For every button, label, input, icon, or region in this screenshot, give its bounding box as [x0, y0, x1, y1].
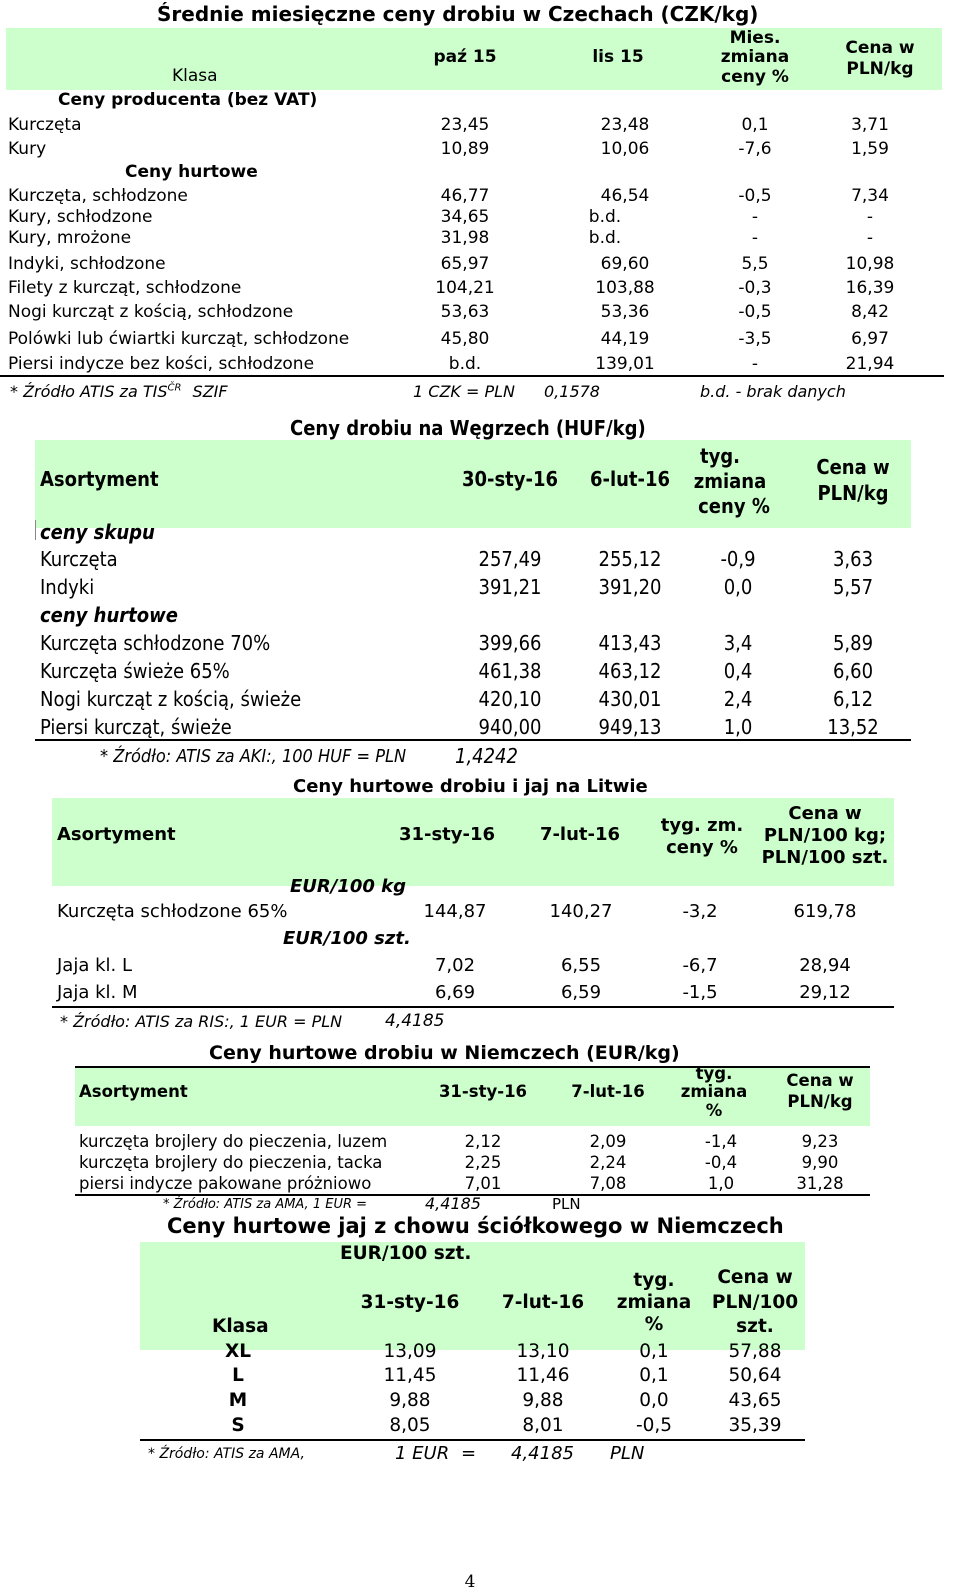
cell: b.d.: [448, 354, 482, 374]
cell: 255,12: [598, 547, 662, 571]
cell: 6,60: [832, 659, 874, 683]
germany-eggs-header-col4-l2: PLN/100: [711, 1292, 799, 1313]
hungary-header-col4-l1: Cena w: [816, 455, 890, 479]
cell: 65,97: [440, 254, 490, 274]
cell: 6,55: [560, 955, 602, 976]
cell: 0,0: [639, 1390, 669, 1411]
table-row: [0, 631, 952, 659]
row-label: S: [231, 1415, 245, 1436]
hungary-header-col2: 6-lut-16: [589, 467, 671, 491]
germany-eggs-header-col3-l2: zmiana: [616, 1292, 692, 1313]
table-row: [0, 115, 944, 137]
cell: 53,63: [440, 302, 490, 322]
cell: 28,94: [799, 955, 851, 976]
row-label: Indyki: [40, 575, 95, 599]
czech-footnote-rate-value: 0,1578: [544, 382, 600, 401]
cell: 50,64: [728, 1365, 782, 1386]
cell: 0,1: [741, 115, 769, 135]
lithuania-header-col3-l1: tyg. zm.: [660, 815, 744, 836]
germany-eggs-footnote-eq: =: [461, 1443, 477, 1464]
cell: 1,0: [707, 1174, 735, 1193]
cell: 69,60: [600, 254, 650, 274]
hungary-header-col4-l2: PLN/kg: [817, 481, 889, 505]
table-row: [0, 547, 952, 575]
hungary-table: [0, 410, 952, 770]
lithuania-header-col4-l2: PLN/100 kg;: [763, 825, 887, 846]
cell: 6,12: [832, 687, 874, 711]
germany-eggs-bottom-rule: [140, 1439, 805, 1441]
table-row: [0, 1132, 952, 1154]
cell: 463,12: [598, 659, 662, 683]
row-label: Jaja kl. M: [57, 982, 138, 1003]
row-label: Piersi kurcząt, świeże: [40, 715, 232, 739]
germany-eggs-header-col2: 7-lut-16: [501, 1292, 585, 1313]
cell: 13,52: [827, 715, 879, 739]
hungary-header-col3-l2: zmiana: [693, 469, 767, 493]
row-label: Kurczęta: [40, 547, 118, 571]
cell: -1,5: [682, 982, 718, 1003]
row-label: Nogi kurcząt z kością, świeże: [40, 687, 302, 711]
row-label: XL: [224, 1341, 252, 1362]
cell: 3,71: [851, 115, 889, 135]
cell: 391,21: [478, 575, 542, 599]
cell: 10,98: [845, 254, 895, 274]
row-label: Kurczęta schłodzone 65%: [57, 901, 288, 922]
germany-eggs-header-col4-l1: Cena w: [717, 1267, 793, 1288]
czech-header-col4-l2: PLN/kg: [846, 59, 914, 79]
cell: 10,89: [440, 139, 490, 159]
cell: 940,00: [478, 715, 542, 739]
row-label: Kury, mrożone: [8, 228, 132, 248]
hungary-group-skupu: ceny skupu: [40, 520, 155, 544]
table-row: [0, 687, 952, 715]
cell: 29,12: [799, 982, 851, 1003]
germany-poultry-header-col3-l1: tyg.: [695, 1064, 733, 1083]
cell: 2,4: [723, 687, 753, 711]
germany-poultry-table: [0, 1040, 952, 1213]
row-label: Kurczęta, schłodzone: [8, 186, 188, 206]
hungary-left-mark: [35, 520, 36, 540]
table-row: [0, 254, 944, 276]
germany-poultry-header-col4-l1: Cena w: [786, 1071, 854, 1090]
germany-eggs-header-col1: 31-sty-16: [360, 1292, 460, 1313]
hungary-header-col3-l3: ceny %: [698, 494, 770, 518]
hungary-group-hurtowe: ceny hurtowe: [40, 603, 178, 627]
cell: -3,2: [682, 901, 718, 922]
hungary-header-col3-l1: tyg.: [699, 444, 741, 468]
czech-header-klasa: Klasa: [172, 66, 218, 86]
czech-footnote-szif: SZIF: [192, 382, 228, 401]
table-row: [0, 329, 944, 351]
czech-footnote-src: * Źródło ATIS za TIS: [10, 382, 168, 401]
cell: -: [866, 228, 874, 248]
cell: -7,6: [738, 139, 772, 159]
cell: 1,0: [723, 715, 753, 739]
cell: 43,65: [728, 1390, 782, 1411]
lithuania-header-col1: 31-sty-16: [398, 824, 496, 845]
cell: 46,77: [440, 186, 490, 206]
cell: 2,24: [589, 1153, 627, 1172]
czech-table: [0, 0, 952, 410]
czech-header-col1: paź 15: [433, 47, 497, 67]
row-label: kurczęta brojlery do pieczenia, tacka: [79, 1153, 383, 1172]
lithuania-table: [0, 770, 952, 1040]
lithuania-title: Ceny hurtowe drobiu i jaj na Litwie: [293, 776, 648, 797]
germany-poultry-header-col2: 7-lut-16: [571, 1082, 645, 1101]
cell: 140,27: [549, 901, 613, 922]
row-label: L: [232, 1365, 244, 1386]
row-label: Kurczęta schłodzone 70%: [40, 631, 271, 655]
cell: 7,34: [851, 186, 889, 206]
hungary-header-col1: 30-sty-16: [461, 467, 559, 491]
cell: 8,01: [522, 1415, 564, 1436]
germany-eggs-header-col3-l3: %: [644, 1314, 664, 1335]
table-row: [0, 139, 944, 161]
cell: -0,5: [738, 302, 772, 322]
cell: 7,02: [434, 955, 476, 976]
cell: 46,54: [600, 186, 650, 206]
lithuania-footnote: * Źródło: ATIS za RIS:, 1 EUR = PLN: [60, 1012, 343, 1031]
row-label: kurczęta brojlery do pieczenia, luzem: [79, 1132, 388, 1151]
germany-eggs-footnote: * Źródło: ATIS za AMA,: [148, 1446, 305, 1462]
czech-header-col3-l2: zmiana: [720, 47, 790, 67]
cell: 7,08: [589, 1174, 627, 1193]
lithuania-bottom-rule: [52, 1006, 894, 1008]
cell: 3,4: [723, 631, 753, 655]
cell: -0,5: [635, 1415, 673, 1436]
lithuania-header-col3-l2: ceny %: [666, 837, 738, 858]
cell: 9,88: [522, 1390, 564, 1411]
lithuania-header-asortyment: Asortyment: [57, 824, 176, 845]
cell: 13,09: [383, 1341, 437, 1362]
cell: 6,59: [560, 982, 602, 1003]
cell: -0,5: [738, 186, 772, 206]
cell: 1,59: [851, 139, 889, 159]
hungary-header-asortyment: Asortyment: [40, 467, 159, 491]
germany-poultry-header-col3-l2: zmiana: [680, 1082, 748, 1101]
cell: 7,01: [464, 1174, 502, 1193]
germany-eggs-header-col3-l1: tyg.: [633, 1270, 675, 1291]
row-label: Piersi indycze bez kości, schłodzone: [8, 354, 315, 374]
cell: -0,3: [738, 278, 772, 298]
page-number: 4: [464, 1572, 476, 1592]
cell: -0,9: [720, 547, 756, 571]
cell: -6,7: [682, 955, 718, 976]
cell: 5,89: [832, 631, 874, 655]
cell: 31,28: [796, 1174, 844, 1193]
czech-footnote-bd: b.d. - brak danych: [700, 382, 846, 401]
germany-poultry-title: Ceny hurtowe drobiu w Niemczech (EUR/kg): [209, 1042, 680, 1064]
table-row: [0, 302, 944, 324]
table-row: [0, 1365, 952, 1389]
row-label: M: [228, 1390, 248, 1411]
row-label: Kurczęta: [8, 115, 82, 135]
czech-title: Średnie miesięczne ceny drobiu w Czechach (CZK/kg): [157, 2, 759, 26]
lithuania-footnote-value: 4,4185: [385, 1011, 445, 1031]
hungary-footnote: * Źródło: ATIS za AKI:, 100 HUF = PLN: [100, 746, 407, 767]
table-row: [0, 575, 952, 603]
cell: 34,65: [440, 207, 490, 227]
cell: -0,4: [704, 1153, 738, 1172]
cell: -3,5: [738, 329, 772, 349]
cell: 6,97: [851, 329, 889, 349]
cell: 391,20: [598, 575, 662, 599]
cell: 23,48: [600, 115, 650, 135]
cell: 2,09: [589, 1132, 627, 1151]
cell: 0,1: [639, 1365, 669, 1386]
germany-eggs-footnote-eur: 1 EUR: [395, 1443, 450, 1464]
cell: -: [751, 228, 759, 248]
table-row: [0, 1415, 952, 1439]
lithuania-unit-szt: EUR/100 szt.: [283, 928, 411, 949]
germany-poultry-footnote-value: 4,4185: [425, 1194, 481, 1213]
germany-eggs-footnote-value: 4,4185: [511, 1443, 574, 1464]
cell: 10,06: [600, 139, 650, 159]
cell: 9,88: [389, 1390, 431, 1411]
table-row: [0, 982, 952, 1008]
table-row: [0, 278, 944, 300]
cell: 23,45: [440, 115, 490, 135]
czech-footnote-rate: 1 CZK = PLN: [413, 382, 515, 401]
cell: 0,1: [639, 1341, 669, 1362]
row-label: Indyki, schłodzone: [8, 254, 166, 274]
table-row: [0, 1153, 952, 1175]
czech-header-col4-l1: Cena w: [845, 38, 915, 58]
cell: -: [751, 354, 759, 374]
cell: 8,05: [389, 1415, 431, 1436]
row-label: Nogi kurcząt z kością, schłodzone: [8, 302, 294, 322]
czech-footnote-sup: ČR: [167, 382, 182, 394]
lithuania-header-col4-l1: Cena w: [788, 803, 862, 824]
cell: 2,25: [464, 1153, 502, 1172]
lithuania-header-col4-l3: PLN/100 szt.: [761, 847, 889, 868]
row-label: piersi indycze pakowane próżniowo: [79, 1174, 372, 1193]
table-row: [0, 955, 952, 981]
germany-poultry-header-asortyment: Asortyment: [79, 1082, 188, 1101]
row-label: Kury: [8, 139, 47, 159]
cell: 21,94: [845, 354, 895, 374]
cell: 11,45: [383, 1365, 437, 1386]
hungary-bottom-rule: [35, 739, 911, 741]
cell: -: [866, 207, 874, 227]
germany-poultry-header-col3-l3: %: [705, 1101, 723, 1120]
table-row: [0, 901, 952, 927]
cell: b.d.: [588, 207, 622, 227]
germany-poultry-header-col1: 31-sty-16: [438, 1082, 528, 1101]
cell: 461,38: [478, 659, 542, 683]
cell: 57,88: [728, 1341, 782, 1362]
cell: -1,4: [704, 1132, 738, 1151]
cell: 144,87: [423, 901, 487, 922]
cell: 399,66: [478, 631, 542, 655]
czech-header-col3-l3: ceny %: [721, 67, 789, 87]
cell: 9,90: [801, 1153, 839, 1172]
cell: 949,13: [598, 715, 662, 739]
cell: 45,80: [440, 329, 490, 349]
row-label: Filety z kurcząt, schłodzone: [8, 278, 242, 298]
table-row: [0, 659, 952, 687]
germany-eggs-header-col4-l3: szt.: [736, 1316, 774, 1337]
cell: 103,88: [595, 278, 655, 298]
czech-header-col2: lis 15: [592, 47, 644, 67]
row-label: Jaja kl. L: [57, 955, 132, 976]
table-row: [0, 354, 944, 376]
germany-poultry-header-col4-l2: PLN/kg: [787, 1092, 853, 1111]
cell: 420,10: [478, 687, 542, 711]
row-label: Kury, schłodzone: [8, 207, 153, 227]
cell: 16,39: [845, 278, 895, 298]
cell: 413,43: [598, 631, 662, 655]
czech-header-col3-l1: Mies.: [729, 28, 781, 48]
germany-poultry-footnote: * Źródło: ATIS za AMA, 1 EUR =: [163, 1197, 368, 1212]
cell: 9,23: [801, 1132, 839, 1151]
cell: 8,42: [851, 302, 889, 322]
czech-group-wholesale: Ceny hurtowe: [125, 162, 258, 182]
lithuania-unit-kg: EUR/100 kg: [290, 876, 407, 897]
row-label: Kurczęta świeże 65%: [40, 659, 230, 683]
cell: 619,78: [793, 901, 857, 922]
germany-eggs-title: Ceny hurtowe jaj z chowu ściółkowego w Niemczech: [167, 1214, 784, 1238]
cell: 5,57: [832, 575, 874, 599]
table-row: [0, 1341, 952, 1365]
cell: 53,36: [600, 302, 650, 322]
cell: -: [751, 207, 759, 227]
hungary-footnote-value: 1,4242: [455, 744, 518, 768]
germany-poultry-footnote-unit: PLN: [552, 1195, 581, 1213]
czech-footnote: [10, 382, 228, 401]
germany-eggs-footnote-unit: PLN: [610, 1443, 645, 1464]
cell: 31,98: [440, 228, 490, 248]
cell: 35,39: [728, 1415, 782, 1436]
row-label: Polówki lub ćwiartki kurcząt, schłodzone: [8, 329, 350, 349]
table-row: [0, 1390, 952, 1414]
cell: 0,0: [723, 575, 753, 599]
cell: 11,46: [516, 1365, 570, 1386]
cell: 3,63: [832, 547, 874, 571]
cell: 13,10: [516, 1341, 570, 1362]
lithuania-header-col2: 7-lut-16: [539, 824, 621, 845]
cell: 2,12: [464, 1132, 502, 1151]
table-row: [0, 207, 944, 229]
cell: 44,19: [600, 329, 650, 349]
cell: 257,49: [478, 547, 542, 571]
cell: 0,4: [723, 659, 753, 683]
czech-group-producer: Ceny producenta (bez VAT): [58, 90, 318, 110]
germany-eggs-table: [0, 1210, 952, 1592]
table-row: [0, 186, 944, 208]
cell: 104,21: [435, 278, 495, 298]
cell: 139,01: [595, 354, 655, 374]
germany-eggs-header-klasa: Klasa: [212, 1316, 269, 1337]
table-row: [0, 228, 944, 250]
table-row: [0, 1174, 952, 1196]
germany-eggs-unit: EUR/100 szt.: [340, 1243, 472, 1264]
czech-bottom-rule: [0, 375, 944, 377]
cell: 430,01: [598, 687, 662, 711]
cell: 5,5: [741, 254, 769, 274]
cell: 6,69: [434, 982, 476, 1003]
hungary-title: Ceny drobiu na Węgrzech (HUF/kg): [290, 416, 646, 440]
cell: b.d.: [588, 228, 622, 248]
